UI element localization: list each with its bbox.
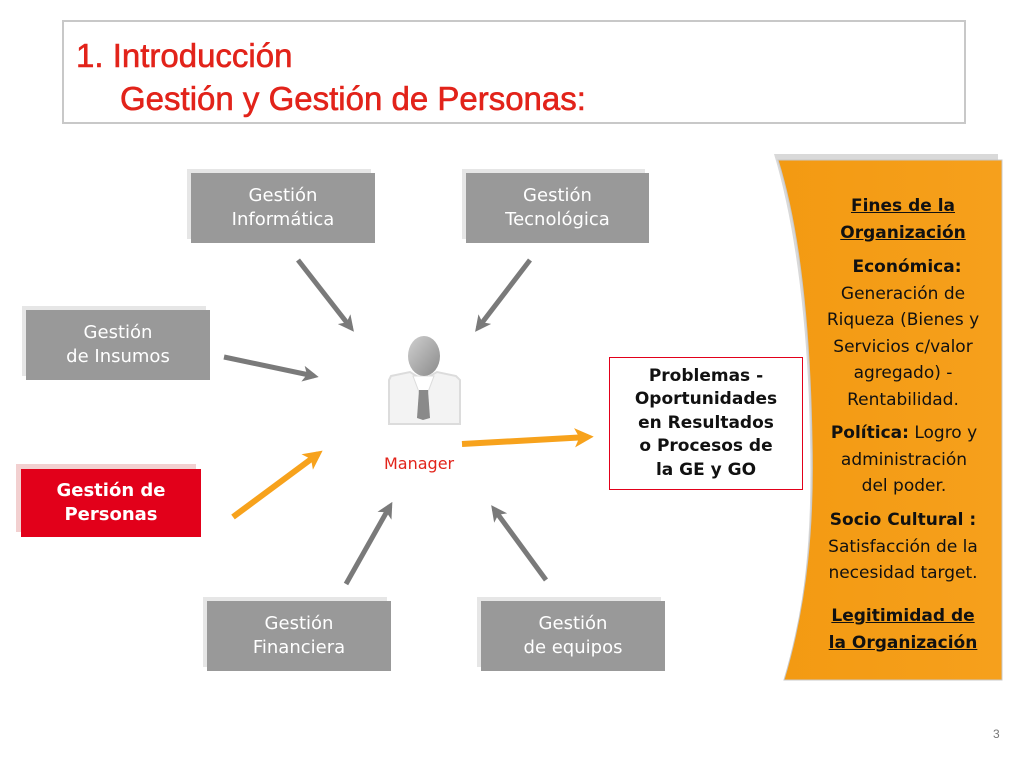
- arrow-to-problems: [462, 437, 588, 444]
- node-gestion-informatica: [191, 173, 375, 243]
- economica-line-2: Riqueza (Bienes y: [826, 310, 980, 330]
- problems-box: [609, 357, 803, 490]
- node-tecnologica-line-1: Gestión: [523, 185, 592, 206]
- problems-line-3: en Resultados: [638, 412, 774, 433]
- person-icon: [389, 336, 460, 424]
- node-financiera-line-1: Gestión: [264, 613, 334, 634]
- economica-line-3: Servicios c/valor: [833, 336, 973, 357]
- slide-title-line-2: Gestión y Gestión de Personas:: [120, 80, 586, 117]
- problems-line-4: o Procesos de: [639, 436, 773, 457]
- arrow-tecnologica: [478, 260, 530, 328]
- manager-label: Manager: [384, 454, 455, 473]
- fines-heading-line-1: Fines de la: [850, 196, 956, 216]
- politica-line-2: administración: [840, 449, 968, 470]
- arrow-personas: [233, 454, 318, 517]
- arrow-financiera: [346, 506, 390, 584]
- arrow-informatica: [298, 260, 351, 328]
- socio-line-1: Satisfacción de la: [828, 536, 978, 557]
- node-tecnologica-line-2: Tecnológica: [505, 209, 610, 230]
- economica-line-5: Rentabilidad.: [847, 389, 959, 410]
- page-number: 3: [993, 727, 1000, 741]
- node-personas-line-2: Personas: [64, 504, 158, 525]
- problems-line-1: Problemas -: [648, 365, 764, 386]
- politica-block: [812, 420, 996, 500]
- economica-block: [808, 254, 998, 413]
- node-insumos-line-1: Gestión: [83, 322, 153, 343]
- politica-line-3: del poder.: [861, 476, 947, 496]
- economica-title: Económica:: [852, 257, 962, 277]
- node-equipos-line-1: Gestión: [538, 613, 608, 634]
- arrow-equipos: [494, 509, 546, 580]
- node-insumos-line-2: de Insumos: [66, 346, 170, 367]
- legitimidad-line-2: la Organización: [828, 632, 978, 653]
- node-gestion-personas: [21, 469, 201, 537]
- economica-line-4: agregado) -: [853, 363, 953, 383]
- problems-line-5: la GE y GO: [655, 459, 757, 480]
- fines-heading-line-2: Organización: [840, 222, 966, 243]
- socio-title: Socio Cultural :: [829, 510, 977, 530]
- legitimidad-line-1: Legitimidad de: [831, 606, 975, 626]
- socio-block: [808, 507, 998, 587]
- problems-line-2: Oportunidades: [634, 389, 778, 410]
- node-financiera-line-2: Financiera: [252, 637, 346, 658]
- node-personas-line-1: Gestión de: [56, 480, 166, 501]
- politica-text-first: Logro y: [908, 423, 978, 443]
- legitimidad-block: [808, 603, 998, 656]
- politica-title: Política:: [830, 423, 909, 443]
- slide-title-line-1: 1. Introducción: [76, 37, 293, 74]
- node-gestion-equipos: [481, 601, 665, 671]
- node-gestion-financiera: [207, 601, 391, 671]
- socio-line-2: necesidad target.: [828, 563, 978, 583]
- node-informatica-line-1: Gestión: [248, 185, 318, 206]
- economica-line-1: Generación de: [840, 283, 966, 304]
- arrow-insumos: [224, 357, 314, 376]
- fines-heading: [818, 193, 988, 246]
- politica-line-1: [812, 420, 996, 447]
- node-equipos-line-2: de equipos: [523, 637, 623, 658]
- node-gestion-tecnologica: [466, 173, 649, 243]
- node-gestion-insumos: [26, 310, 210, 380]
- node-informatica-line-2: Informática: [231, 209, 335, 230]
